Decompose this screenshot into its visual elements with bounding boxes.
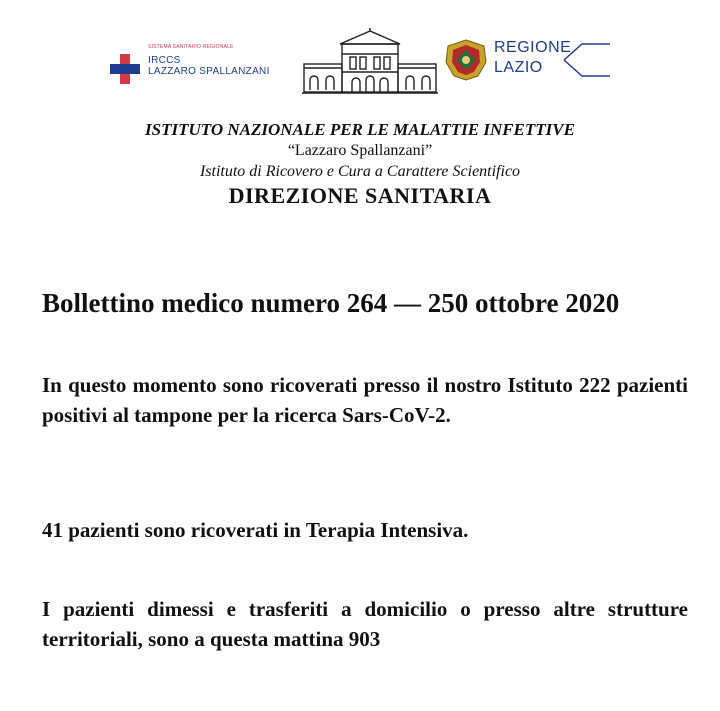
red-blue-cross-icon (110, 54, 140, 84)
irccs-system-label: SISTEMA SANITARIO REGIONALE (148, 44, 234, 50)
irccs-name-label: LAZZARO SPALLANZANI (148, 66, 270, 77)
paragraph-admitted: In questo momento sono ricoverati presso il nostro Istituto 222 pazienti positivi al tampone per la ricerca Sars-CoV-2. (42, 373, 688, 427)
institute-building-icon (302, 28, 438, 94)
bulletin-title: Bollettino medico numero 264 — 250 ottobre 2020 (42, 288, 620, 318)
department-title: DIREZIONE SANITARIA (228, 183, 492, 208)
institute-title: ISTITUTO NAZIONALE PER LE MALATTIE INFETTIVE (145, 120, 575, 139)
institute-type: Istituto di Ricovero e Cura a Carattere Scientifico (199, 163, 521, 180)
lazio-swoosh-icon (562, 40, 612, 80)
paragraph-intensive-care: 41 pazienti sono ricoverati in Terapia Intensiva. (42, 518, 469, 542)
paragraph-discharged: I pazienti dimessi e trasferiti a domicilio o presso altre strutture territoriali, sono a questa mattina 903 (42, 597, 688, 651)
regione-lazio-logo (444, 38, 614, 84)
logo-bar (0, 28, 720, 98)
region-name-label: LAZIO (494, 59, 543, 76)
lazio-emblem-icon (444, 38, 488, 82)
letterhead (0, 120, 720, 210)
irccs-label: IRCCS (148, 55, 181, 66)
institute-name: “Lazzaro Spallanzani” (287, 142, 433, 159)
region-label: REGIONE (494, 39, 572, 56)
irccs-logo (108, 44, 288, 84)
